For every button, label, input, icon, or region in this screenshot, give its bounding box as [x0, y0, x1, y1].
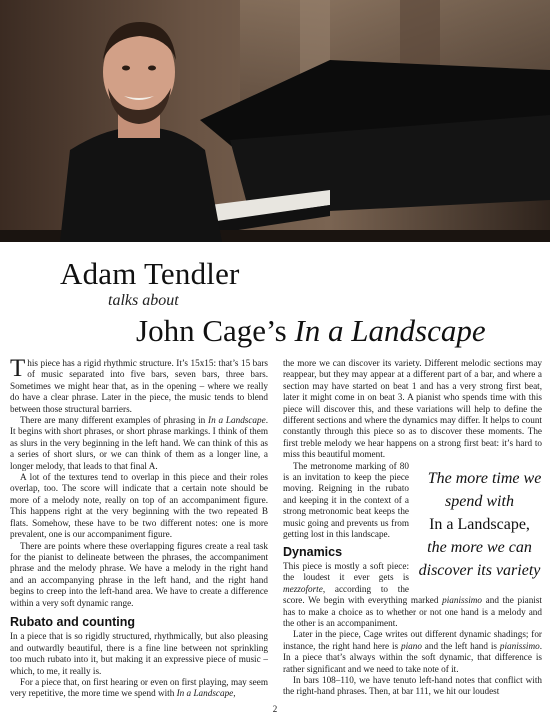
- article-talks-about: talks about: [108, 292, 179, 309]
- pianist-photo-illustration: [0, 0, 550, 242]
- right-column: [283, 358, 542, 698]
- pull-quote: The more time we spend with In a Landscape, the more we can discover its variety: [418, 469, 542, 579]
- page-number: 2: [272, 704, 278, 714]
- left-column: [10, 355, 268, 700]
- section-heading-dynamics: Dynamics: [283, 544, 343, 559]
- paragraph: In bars 108–110, we have tenuto left-hand notes that conflict with the right-hand phrases. Then, at bar 111, we hit our loudest: [283, 674, 542, 697]
- paragraph: For a piece that, on first hearing or even on first playing, may seem very repetitive, the more time we spend with In a Landscape,: [10, 676, 268, 699]
- paragraph: The more time we spend with In a Landscape, the more we can discover its variety The metronome marking of 80 is an invitation to keep the piece moving. Reigning in the rubato and keeping it in the context of a strong metronomic beat keeps the music going and prevents us from getting lost in this landscape.: [283, 461, 542, 541]
- article-author-name: Adam Tendler: [60, 256, 240, 291]
- header-photo: [0, 0, 550, 242]
- paragraph: the more we can discover its variety. Different melodic sections may reappear, but they may appear at a different part of a bar, and where a section may have started on beat 1 and has a very strong first beat, later it might come in on beat 3. A pianist who spends time with this piece will discover this, and these variations will help to define the different sections and where the dynamics may differ. It helps to count constantly through this piece so as to discover these moments. The first treble melody we hear happens on a strong first beat: it’s hard to miss this beautiful moment.: [283, 358, 542, 460]
- paragraph: In a piece that is so rigidly structured, rhythmically, but also pleasing and outwardly beautiful, there is a fine line between not sprinkling too much rubato into it, but making it an expressive piece of music – which, to me, it really is.: [10, 631, 268, 676]
- drop-cap: T: [10, 355, 26, 382]
- article-title-prefix: John Cage’s: [136, 313, 295, 348]
- paragraph: This piece is mostly a soft piece: the loudest it ever gets is mezzoforte, according to the score. We begin with everything marked pianissimo and the pianist has to make a choice as to whether or not one hand is a melody and the other is an accompaniment.: [283, 560, 542, 628]
- paragraph: Later in the piece, Cage writes out different dynamic shadings; for instance, the right hand here is piano and the left hand is pianissimo. In a piece that’s always within the soft dynamic, that difference is rather significant and we need to take note of it.: [283, 629, 542, 674]
- paragraph: There are many different examples of phrasing in In a Landscape. It begins with short phrases, or short phrase markings. I think of them as slurs in the very beginning in the left hand. We can think of this as a series of short slurs, or we can think of them as a longer line, a longer melody, that leads to that final A.: [10, 415, 268, 471]
- paragraph: There are points where these overlapping figures create a real task for the pianist to delineate between the phrases, the accompaniment phrase and the melody phrase. We have a melody in the right hand and an accompanying phrase in the left hand, and the right hand begins to creep into the left-hand area. We have to create a difference within a very soft dynamic range.: [10, 540, 268, 608]
- paragraph: This piece has a rigid rhythmic structure. It’s 15x15: that’s 15 bars of music separated into five bars, seven bars, three bars. Sometimes we might hear that, as in the opening – where we really do have a clear phrase. Later in the piece, the music tends to blend between those structural barriers.: [10, 355, 268, 414]
- paragraph: A lot of the textures tend to overlap in this piece and their roles overlap, too. The score will indicate that a certain note should be more of a melody note, really on top of an accompaniment figure. This happens right at the very beginning with the two repeated B flats. Somehow, these have to be two different notes: one is more prevalent, one is our accompaniment figure.: [10, 472, 268, 540]
- article-title: [136, 313, 486, 349]
- section-heading-rubato: Rubato and counting: [10, 614, 135, 629]
- article-title-work: In a Landscape: [294, 313, 486, 348]
